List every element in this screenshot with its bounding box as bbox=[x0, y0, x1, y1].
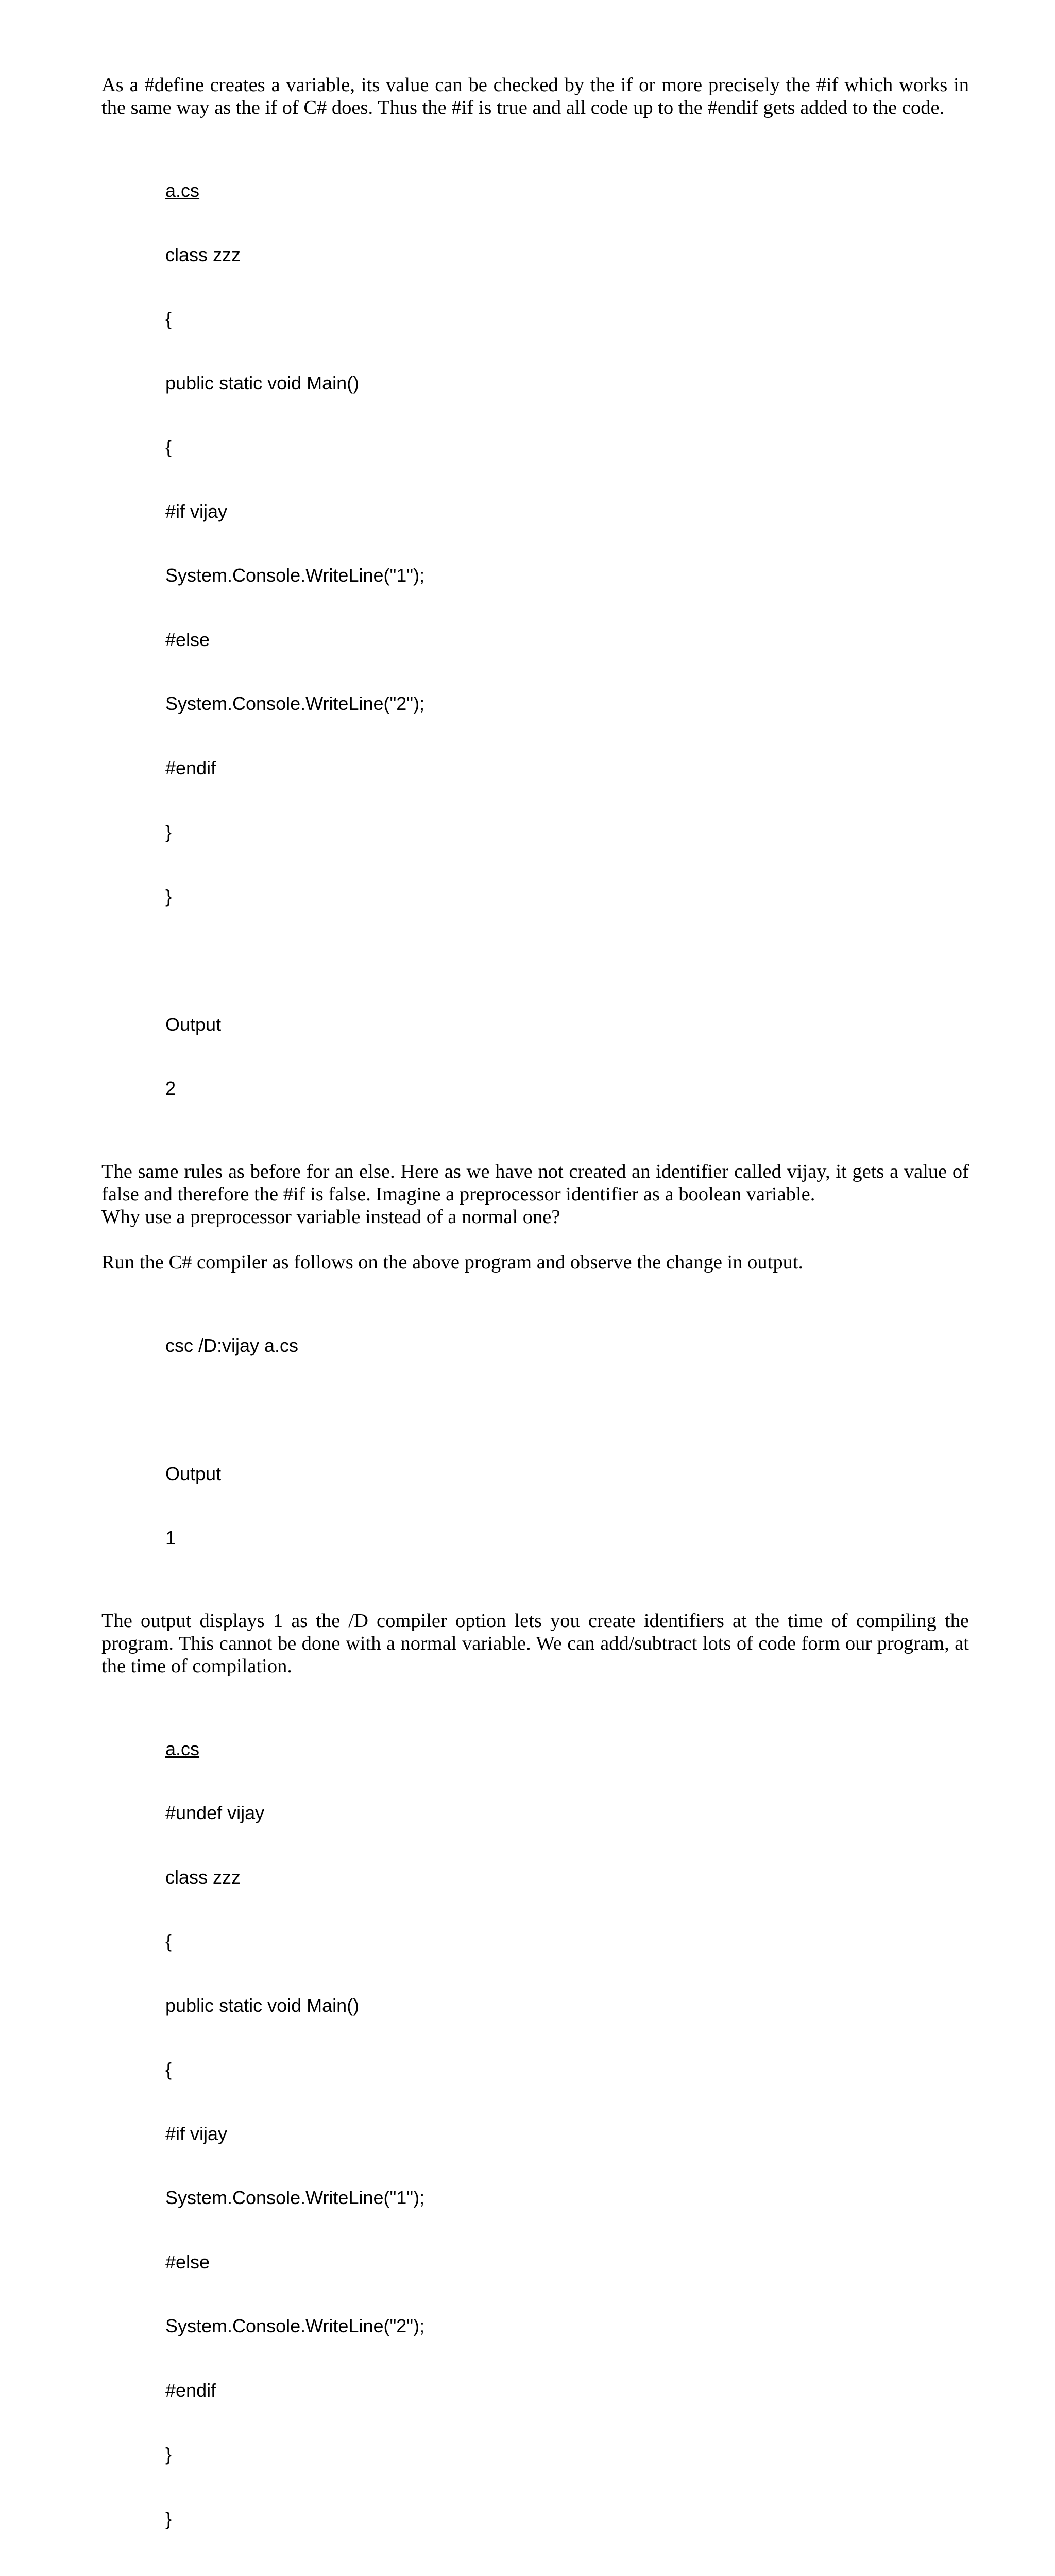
code-blank-line bbox=[165, 1399, 969, 1420]
code-line: System.Console.WriteLine("2"); bbox=[165, 2315, 969, 2337]
code-line: #else bbox=[165, 629, 969, 651]
code-line: } bbox=[165, 821, 969, 843]
paragraph-d-option: The output displays 1 as the /D compiler option lets you create identifiers at the time of compiling the program. This cannot be done with a normal variable. We can add/subtract lots of code form our program, at the time of compilation. bbox=[101, 1609, 969, 1677]
code-line: #endif bbox=[165, 2380, 969, 2401]
code-line: } bbox=[165, 2508, 969, 2530]
code-filename: a.cs bbox=[165, 180, 969, 201]
code-block-1 bbox=[165, 137, 969, 1142]
code-line: class zzz bbox=[165, 244, 969, 266]
code-line: System.Console.WriteLine("2"); bbox=[165, 693, 969, 715]
code-blank-line bbox=[165, 2572, 969, 2576]
output-label: Output bbox=[165, 1463, 969, 1485]
code-line: public static void Main() bbox=[165, 372, 969, 394]
code-line: #undef vijay bbox=[165, 1802, 969, 1824]
paragraph-intro: As a #define creates a variable, its value can be checked by the if or more precisely the #if which works in the same way as the if of C# does. Thus the #if is true and all code up to the #endif gets added to the code. bbox=[101, 74, 969, 119]
code-line: #endif bbox=[165, 757, 969, 779]
document-page bbox=[101, 74, 969, 2576]
code-line: #else bbox=[165, 2251, 969, 2273]
code-line: System.Console.WriteLine("1"); bbox=[165, 565, 969, 586]
output-label: Output bbox=[165, 1014, 969, 1036]
code-filename: a.cs bbox=[165, 1738, 969, 1760]
code-blank-line bbox=[165, 950, 969, 971]
command-line: csc /D:vijay a.cs bbox=[165, 1335, 969, 1357]
code-line: System.Console.WriteLine("1"); bbox=[165, 2187, 969, 2209]
paragraph-else-explanation: The same rules as before for an else. Here as we have not created an identifier called vijay, it gets a value of false and therefore the #if is false. Imagine a preprocessor identifier as a boolean variable. Why use a preprocessor variable instead of a normal one? bbox=[101, 1160, 969, 1228]
command-block bbox=[165, 1292, 969, 1591]
code-line: public static void Main() bbox=[165, 1995, 969, 2016]
code-line: } bbox=[165, 2444, 969, 2465]
code-line: { bbox=[165, 2059, 969, 2080]
code-line: #if vijay bbox=[165, 501, 969, 522]
code-line: { bbox=[165, 1930, 969, 1952]
code-line: } bbox=[165, 886, 969, 907]
output-value: 2 bbox=[165, 1078, 969, 1099]
code-line: { bbox=[165, 436, 969, 458]
code-line: #if vijay bbox=[165, 2123, 969, 2145]
code-block-2 bbox=[165, 1696, 969, 2576]
paragraph-run-compiler: Run the C# compiler as follows on the above program and observe the change in output. bbox=[101, 1251, 969, 1274]
code-line: { bbox=[165, 308, 969, 330]
output-value: 1 bbox=[165, 1527, 969, 1549]
code-line: class zzz bbox=[165, 1867, 969, 1888]
